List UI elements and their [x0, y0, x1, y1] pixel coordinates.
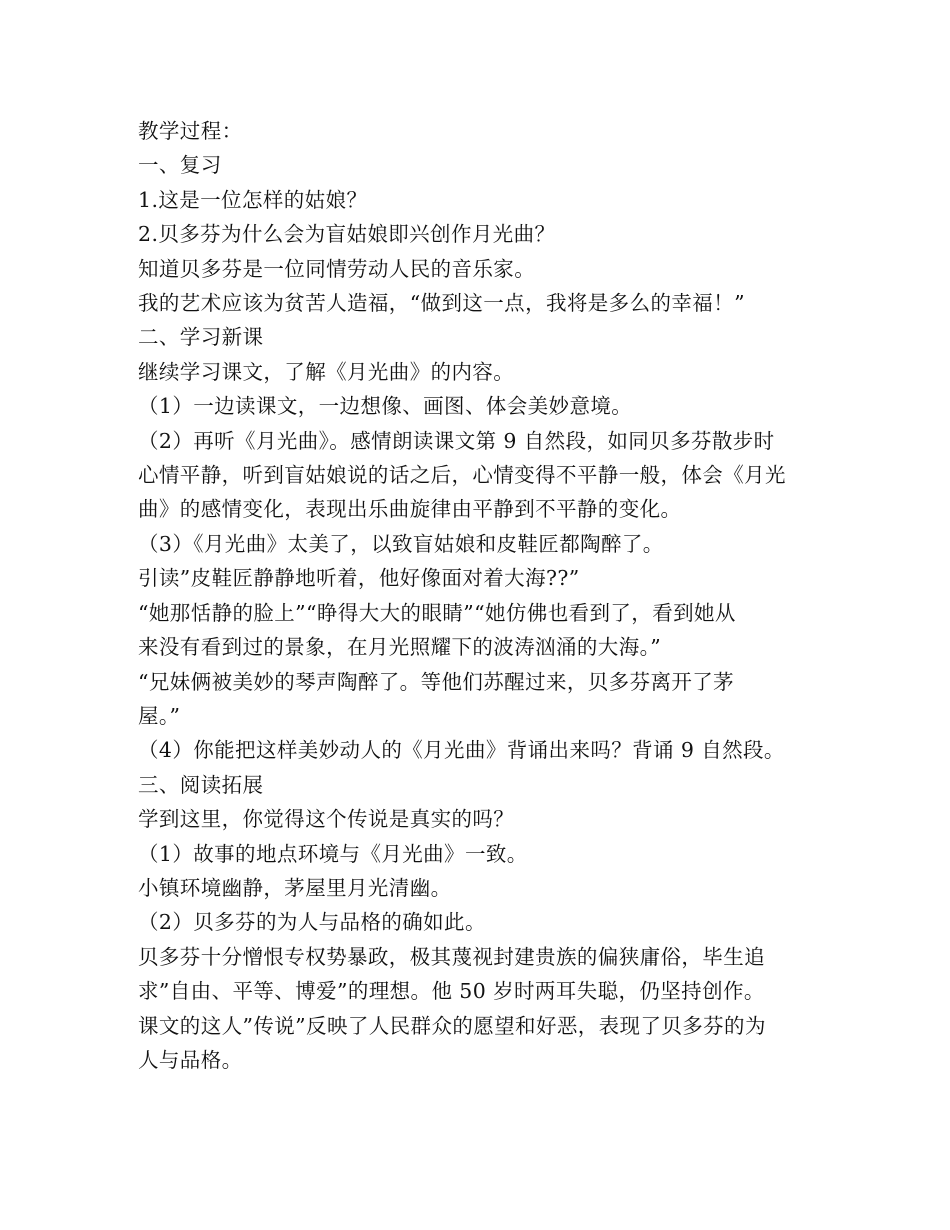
list-item-4: （4）你能把这样美妙动人的《月光曲》背诵出来吗？背诵 9 自然段。: [138, 738, 785, 763]
paragraph-line: 学到这里，你觉得这个传说是真实的吗？: [138, 807, 515, 832]
paragraph-line: 曲》的感情变化，表现出乐曲旋律由平静到不平静的变化。: [138, 497, 682, 522]
paragraph-line: 知道贝多芬是一位同情劳动人民的音乐家。: [138, 256, 536, 281]
paragraph-line: 课文的这人”传说”反映了人民群众的愿望和好恶，表现了贝多芬的为: [138, 1013, 766, 1038]
document-body: [138, 114, 818, 1077]
paragraph-line: “她那恬静的脸上”“睁得大大的眼睛”“她仿佛也看到了，看到她从: [138, 600, 736, 625]
paragraph-line: 我的艺术应该为贫苦人造福，“做到这一点，我将是多么的幸福！”: [138, 291, 745, 316]
review-question-1: 1.这是一位怎样的姑娘？: [138, 187, 368, 212]
section-heading-teaching-process: 教学过程：: [138, 119, 243, 143]
list-item-2: （2）再听《月光曲》。感情朗读课文第 9 自然段，如同贝多芬散步时: [138, 428, 775, 453]
paragraph-line: 小镇环境幽静，茅屋里月光清幽。: [138, 875, 452, 900]
paragraph-line: 人与品格。: [138, 1047, 243, 1072]
paragraph-line: 来没有看到过的景象，在月光照耀下的波涛汹涌的大海。”: [138, 635, 662, 660]
list-item-2b: （2）贝多芬的为人与品格的确如此。: [138, 910, 486, 935]
section-heading-reading-extension: 三、阅读拓展: [138, 772, 264, 797]
paragraph-line: 引读”皮鞋匠静静地听着，他好像面对着大海??”: [138, 566, 580, 591]
list-item-1b: （1）故事的地点环境与《月光曲》一致。: [138, 841, 528, 866]
paragraph-line: 继续学习课文，了解《月光曲》的内容。: [138, 359, 515, 384]
section-heading-new-lesson: 二、学习新课: [138, 325, 264, 350]
paragraph-line: 求”自由、平等、博爱”的理想。他 50 岁时两耳失聪，仍坚持创作。: [138, 979, 765, 1004]
list-item-3: （3）《月光曲》太美了，以致盲姑娘和皮鞋匠都陶醉了。: [138, 531, 664, 556]
paragraph-line: “兄妹俩被美妙的琴声陶醉了。等他们苏醒过来，贝多芬离开了茅: [138, 669, 735, 694]
paragraph-line: 心情平静，听到盲姑娘说的话之后，心情变得不平静一般，体会《月光: [138, 463, 786, 488]
review-question-2: 2.贝多芬为什么会为盲姑娘即兴创作月光曲？: [138, 222, 556, 247]
list-item-1: （1）一边读课文，一边想像、画图、体会美妙意境。: [138, 394, 633, 419]
paragraph-line: 屋。”: [138, 703, 181, 728]
section-heading-review: 一、复习: [138, 153, 222, 178]
paragraph-line: 贝多芬十分憎恨专权势暴政，极其蔑视封建贵族的偏狭庸俗，毕生追: [138, 944, 765, 969]
